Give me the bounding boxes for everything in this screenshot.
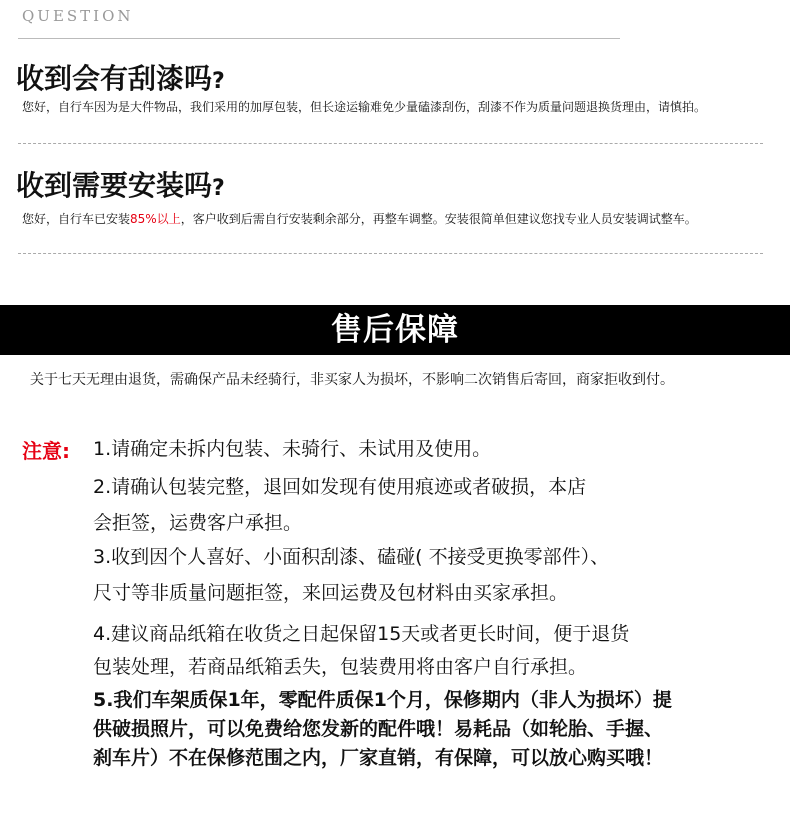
return-policy-text: 关于七天无理由退货，需确保产品未经骑行，非买家人为损坏，不影响二次销售后寄回，商家拒收到付。 <box>30 372 674 388</box>
faq-title-scratches-text: 收到会有刮漆吗 <box>16 62 213 95</box>
note-4-line-1: 4.建议商品纸箱在收货之日起保留15天或者更长时间，便于退货 <box>93 623 630 645</box>
note-2-line-1: 2.请确认包装完整，退回如发现有使用痕迹或者破损，本店 <box>93 476 587 498</box>
faq-answer-assembly <box>22 210 767 228</box>
faq-answer-assembly-highlight: 85%以上 <box>130 212 181 226</box>
faq-answer-scratches: 您好，自行车因为是大件物品，我们采用的加厚包装，但长途运输难免少量磕漆刮伤，刮漆不作为质量问题退换货理由，请慎拍。 <box>22 100 707 114</box>
faq-answer-assembly-pre: 您好，自行车已安装 <box>22 212 131 226</box>
note-2-line-2: 会拒签，运费客户承担。 <box>93 512 303 534</box>
faq-divider-2 <box>18 253 763 254</box>
note-1-line-1: 1.请确定未拆内包装、未骑行、未试用及使用。 <box>93 438 492 460</box>
after-sales-banner-title: 售后保障 <box>331 312 459 348</box>
note-5-line-1: 5.我们车架质保1年，零配件质保1个月，保修期内（非人为损坏）提 <box>93 689 672 711</box>
question-label: QUESTION <box>22 7 134 25</box>
faq-answer-assembly-post: ，客户收到后需自行安装剩余部分，再整车调整。安装很简单但建议您找专业人员安装调试整车。 <box>180 212 697 226</box>
faq-title-assembly <box>16 164 225 204</box>
note-4-line-2: 包装处理，若商品纸箱丢失，包装费用将由客户自行承担。 <box>93 656 588 678</box>
note-5-line-3: 刹车片）不在保修范围之内，厂家直销，有保障，可以放心购买哦！ <box>93 747 664 769</box>
faq-title-scratches <box>16 57 225 97</box>
note-3-line-2: 尺寸等非质量问题拒签，来回运费及包材料由买家承担。 <box>93 582 569 604</box>
note-3-line-1: 3.收到因个人喜好、小面积刮漆、磕碰( 不接受更换零部件）、 <box>93 546 610 568</box>
faq-divider-1 <box>18 143 763 144</box>
note-5-line-2: 供破损照片，可以免费给您发新的配件哦！易耗品（如轮胎、手握、 <box>93 718 664 740</box>
question-divider <box>18 38 620 39</box>
faq-title-assembly-text: 收到需要安装吗 <box>16 169 213 202</box>
faq-title-scratches-mark: ? <box>212 69 225 94</box>
notice-label: 注意: <box>22 439 70 463</box>
faq-title-assembly-mark: ? <box>212 176 225 201</box>
